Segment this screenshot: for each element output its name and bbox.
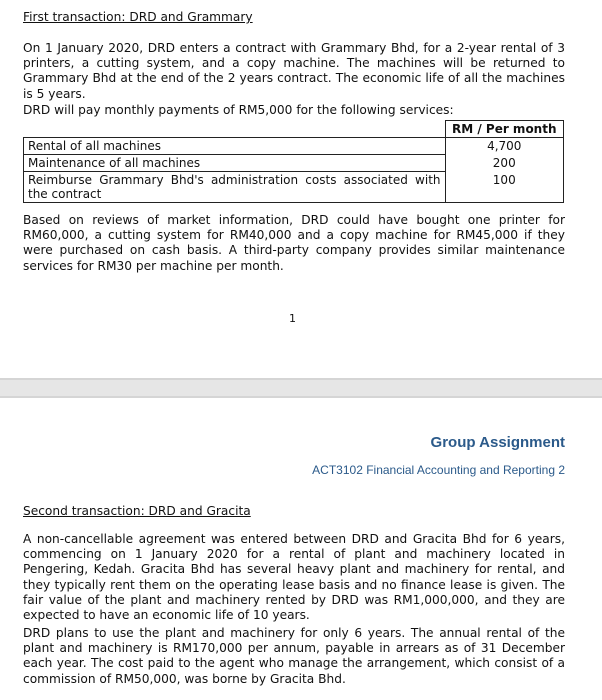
document-page-2 — [0, 398, 602, 700]
table-row — [24, 138, 564, 155]
service-amount: 100 — [445, 172, 564, 203]
monthly-payments-label: DRD will pay monthly payments of RM5,000 for the following services: — [23, 103, 454, 117]
second-transaction-paragraph-2: DRD plans to use the plant and machinery for only 6 years. The annual rental of the plant and machinery is RM170,000 per annum, payable in arrears as of 31 December each year. The cost paid to the agent who manage the arrangement, which consist of a commission of RM50,000, was borne by Gracita Bhd. — [23, 626, 565, 686]
service-name: Reimburse Grammary Bhd's administration costs associated with the contract — [24, 172, 446, 203]
second-transaction-paragraph-1: A non-cancellable agreement was entered between DRD and Gracita Bhd for 6 years, commencing on 1 January 2020 for a rental of plant and machinery located in Pengering, Kedah. Gracita Bhd has several heavy plant and machinery for rental, and they typically rent them on the operating lease basis and no finance lease is given. The fair value of the plant and machinery rented by DRD was RM1,000,000, and they are expected to have an economic life of 10 years. — [23, 532, 565, 623]
table-row — [24, 155, 564, 172]
page-divider — [0, 378, 602, 398]
course-subtitle: ACT3102 Financial Accounting and Reporting 2 — [312, 463, 565, 477]
table-header-row — [24, 121, 564, 138]
service-name: Maintenance of all machines — [24, 155, 446, 172]
group-assignment-title: Group Assignment — [430, 434, 565, 451]
service-amount: 200 — [445, 155, 564, 172]
page-number: 1 — [289, 312, 296, 325]
second-transaction-heading: Second transaction: DRD and Gracita — [23, 504, 251, 518]
first-transaction-heading: First transaction: DRD and Grammary — [23, 10, 253, 24]
table-header-blank — [24, 121, 446, 138]
services-table — [23, 120, 564, 203]
market-information-paragraph: Based on reviews of market information, DRD could have bought one printer for RM60,000, a cutting system for RM40,000 and a copy machine for RM45,000 if they were purchased on cash basis. A third-party company provides similar maintenance services for RM30 per machine per month. — [23, 213, 565, 273]
table-row — [24, 172, 564, 203]
service-name: Rental of all machines — [24, 138, 446, 155]
service-amount: 4,700 — [445, 138, 564, 155]
table-header-amount: RM / Per month — [445, 121, 564, 138]
first-transaction-intro: On 1 January 2020, DRD enters a contract with Grammary Bhd, for a 2-year rental of 3 printers, a cutting system, and a copy machine. The machines will be returned to Grammary Bhd at the end of the 2 years contract. The economic life of all the machines is 5 years. — [23, 41, 565, 101]
